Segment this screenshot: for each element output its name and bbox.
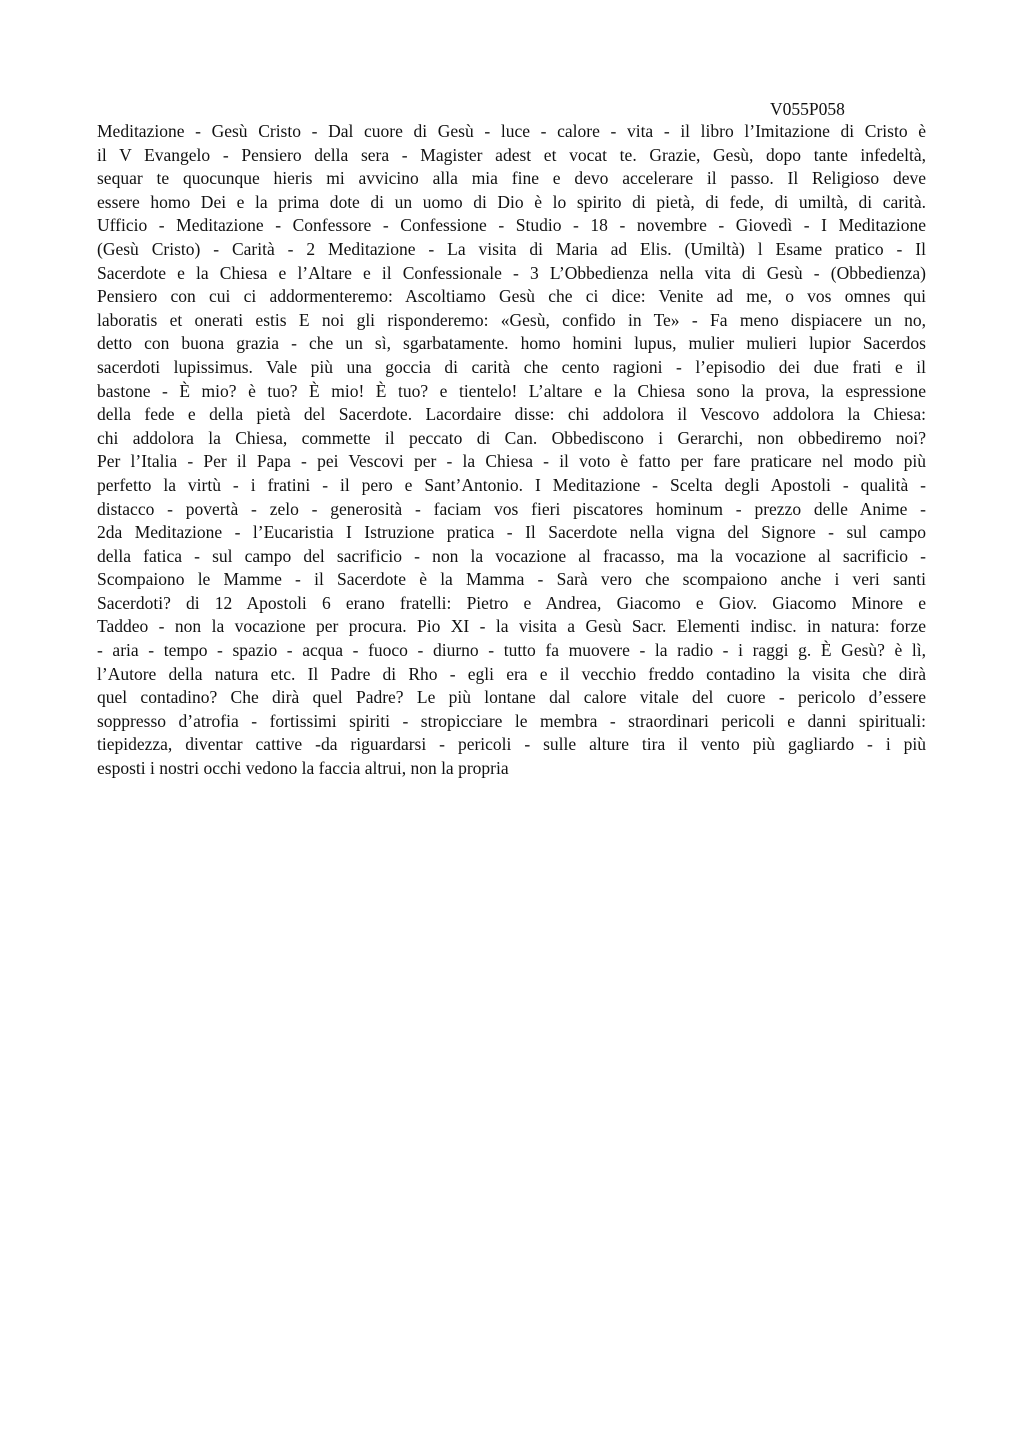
text-line: 2da Meditazione - l’Eucaristia I Istruzione pratica - Il Sacerdote nella vigna del Signore - sul campo — [97, 522, 926, 543]
text-line: detto con buona grazia - che un sì, sgarbatamente. homo homini lupus, mulier mulieri lupior Sacerdos — [97, 333, 926, 354]
text-line: Sacerdoti? di 12 Apostoli 6 erano fratelli: Pietro e Andrea, Giacomo e Giov. Giacomo Minore e — [97, 592, 926, 613]
text-line: bastone - È mio? è tuo? È mio! È tuo? e tientelo! L’altare e la Chiesa sono la prova, la espressione — [97, 380, 926, 401]
text-line: esposti i nostri occhi vedono la faccia altrui, non la propria — [97, 758, 509, 779]
text-line: Scompaiono le Mamme - il Sacerdote è la Mamma - Sarà vero che scompaiono anche i veri santi — [97, 569, 926, 590]
text-line: perfetto la virtù - i fratini - il pero e Sant’Antonio. I Meditazione - Scelta degli Apostoli - qualità - — [97, 474, 926, 495]
text-line: quel contadino? Che dirà quel Padre? Le più lontane dal calore vitale del cuore - pericolo d’essere — [97, 687, 926, 708]
text-line: distacco - povertà - zelo - generosità - faciam vos fieri piscatores hominum - prezzo delle Anime - — [97, 498, 926, 519]
text-line: Sacerdote e la Chiesa e l’Altare e il Confessionale - 3 L’Obbedienza nella vita di Gesù - (Obbedienza) — [97, 262, 926, 283]
text-line: Meditazione - Gesù Cristo - Dal cuore di Gesù - luce - calore - vita - il libro l’Imitazione di Cristo è — [97, 121, 926, 141]
text-line: - aria - tempo - spazio - acqua - fuoco - diurno - tutto fa muovere - la radio - i raggi g. È Gesù? è lì, — [97, 640, 926, 661]
page-identifier: V055P058 — [770, 99, 845, 119]
text-line: l’Autore della natura etc. Il Padre di Rho - egli era e il vecchio freddo contadino la visita che dirà — [97, 663, 926, 684]
text-line: Pensiero con cui ci addormenteremo: Ascoltiamo Gesù che ci dice: Venite ad me, o vos omnes qui — [97, 286, 926, 307]
text-line: sequar te quocunque hieris mi avvicino alla mia fine e devo accelerare il passo. Il Religioso deve — [97, 168, 926, 189]
text-line: della fatica - sul campo del sacrificio - non la vocazione al fracasso, ma la vocazione al sacrificio - — [97, 545, 926, 566]
text-line: chi addolora la Chiesa, commette il peccato di Can. Obbediscono i Gerarchi, non obbediremo noi? — [97, 427, 926, 448]
text-line: sacerdoti lupissimus. Vale più una goccia di carità che cento ragioni - l’episodio dei due frati e il — [97, 356, 926, 377]
text-line: il V Evangelo - Pensiero della sera - Magister adest et vocat te. Grazie, Gesù, dopo tante infedeltà, — [97, 144, 926, 165]
text-line: della fede e della pietà del Sacerdote. Lacordaire disse: chi addolora il Vescovo addolora la Chiesa: — [97, 404, 926, 425]
text-line: Per l’Italia - Per il Papa - pei Vescovi per - la Chiesa - il voto è fatto per fare praticare nel modo più — [97, 451, 926, 472]
text-line: (Gesù Cristo) - Carità - 2 Meditazione - La visita di Maria ad Elis. (Umiltà) l Esame pratico - Il — [97, 238, 926, 259]
text-line: soppresso d’atrofia - fortissimi spiriti - stropicciare le membra - straordinari pericoli e danni spirituali: — [97, 710, 926, 731]
text-line: tiepidezza, diventar cattive -da riguardarsi - pericoli - sulle alture tira il vento più gagliardo - i più — [97, 734, 926, 755]
body-text — [97, 120, 926, 781]
text-line: essere homo Dei e la prima dote di un uomo di Dio è lo spirito di pietà, di fede, di umiltà, di carità. — [97, 191, 926, 212]
text-line: laboratis et onerati estis E noi gli risponderemo: «Gesù, confido in Te» - Fa meno dispiacere un no, — [97, 309, 926, 330]
text-line: Taddeo - non la vocazione per procura. Pio XI - la visita a Gesù Sacr. Elementi indisc. in natura: forze — [97, 616, 926, 637]
text-line: Ufficio - Meditazione - Confessore - Confessione - Studio - 18 - novembre - Giovedì - I Meditazione — [97, 215, 926, 236]
